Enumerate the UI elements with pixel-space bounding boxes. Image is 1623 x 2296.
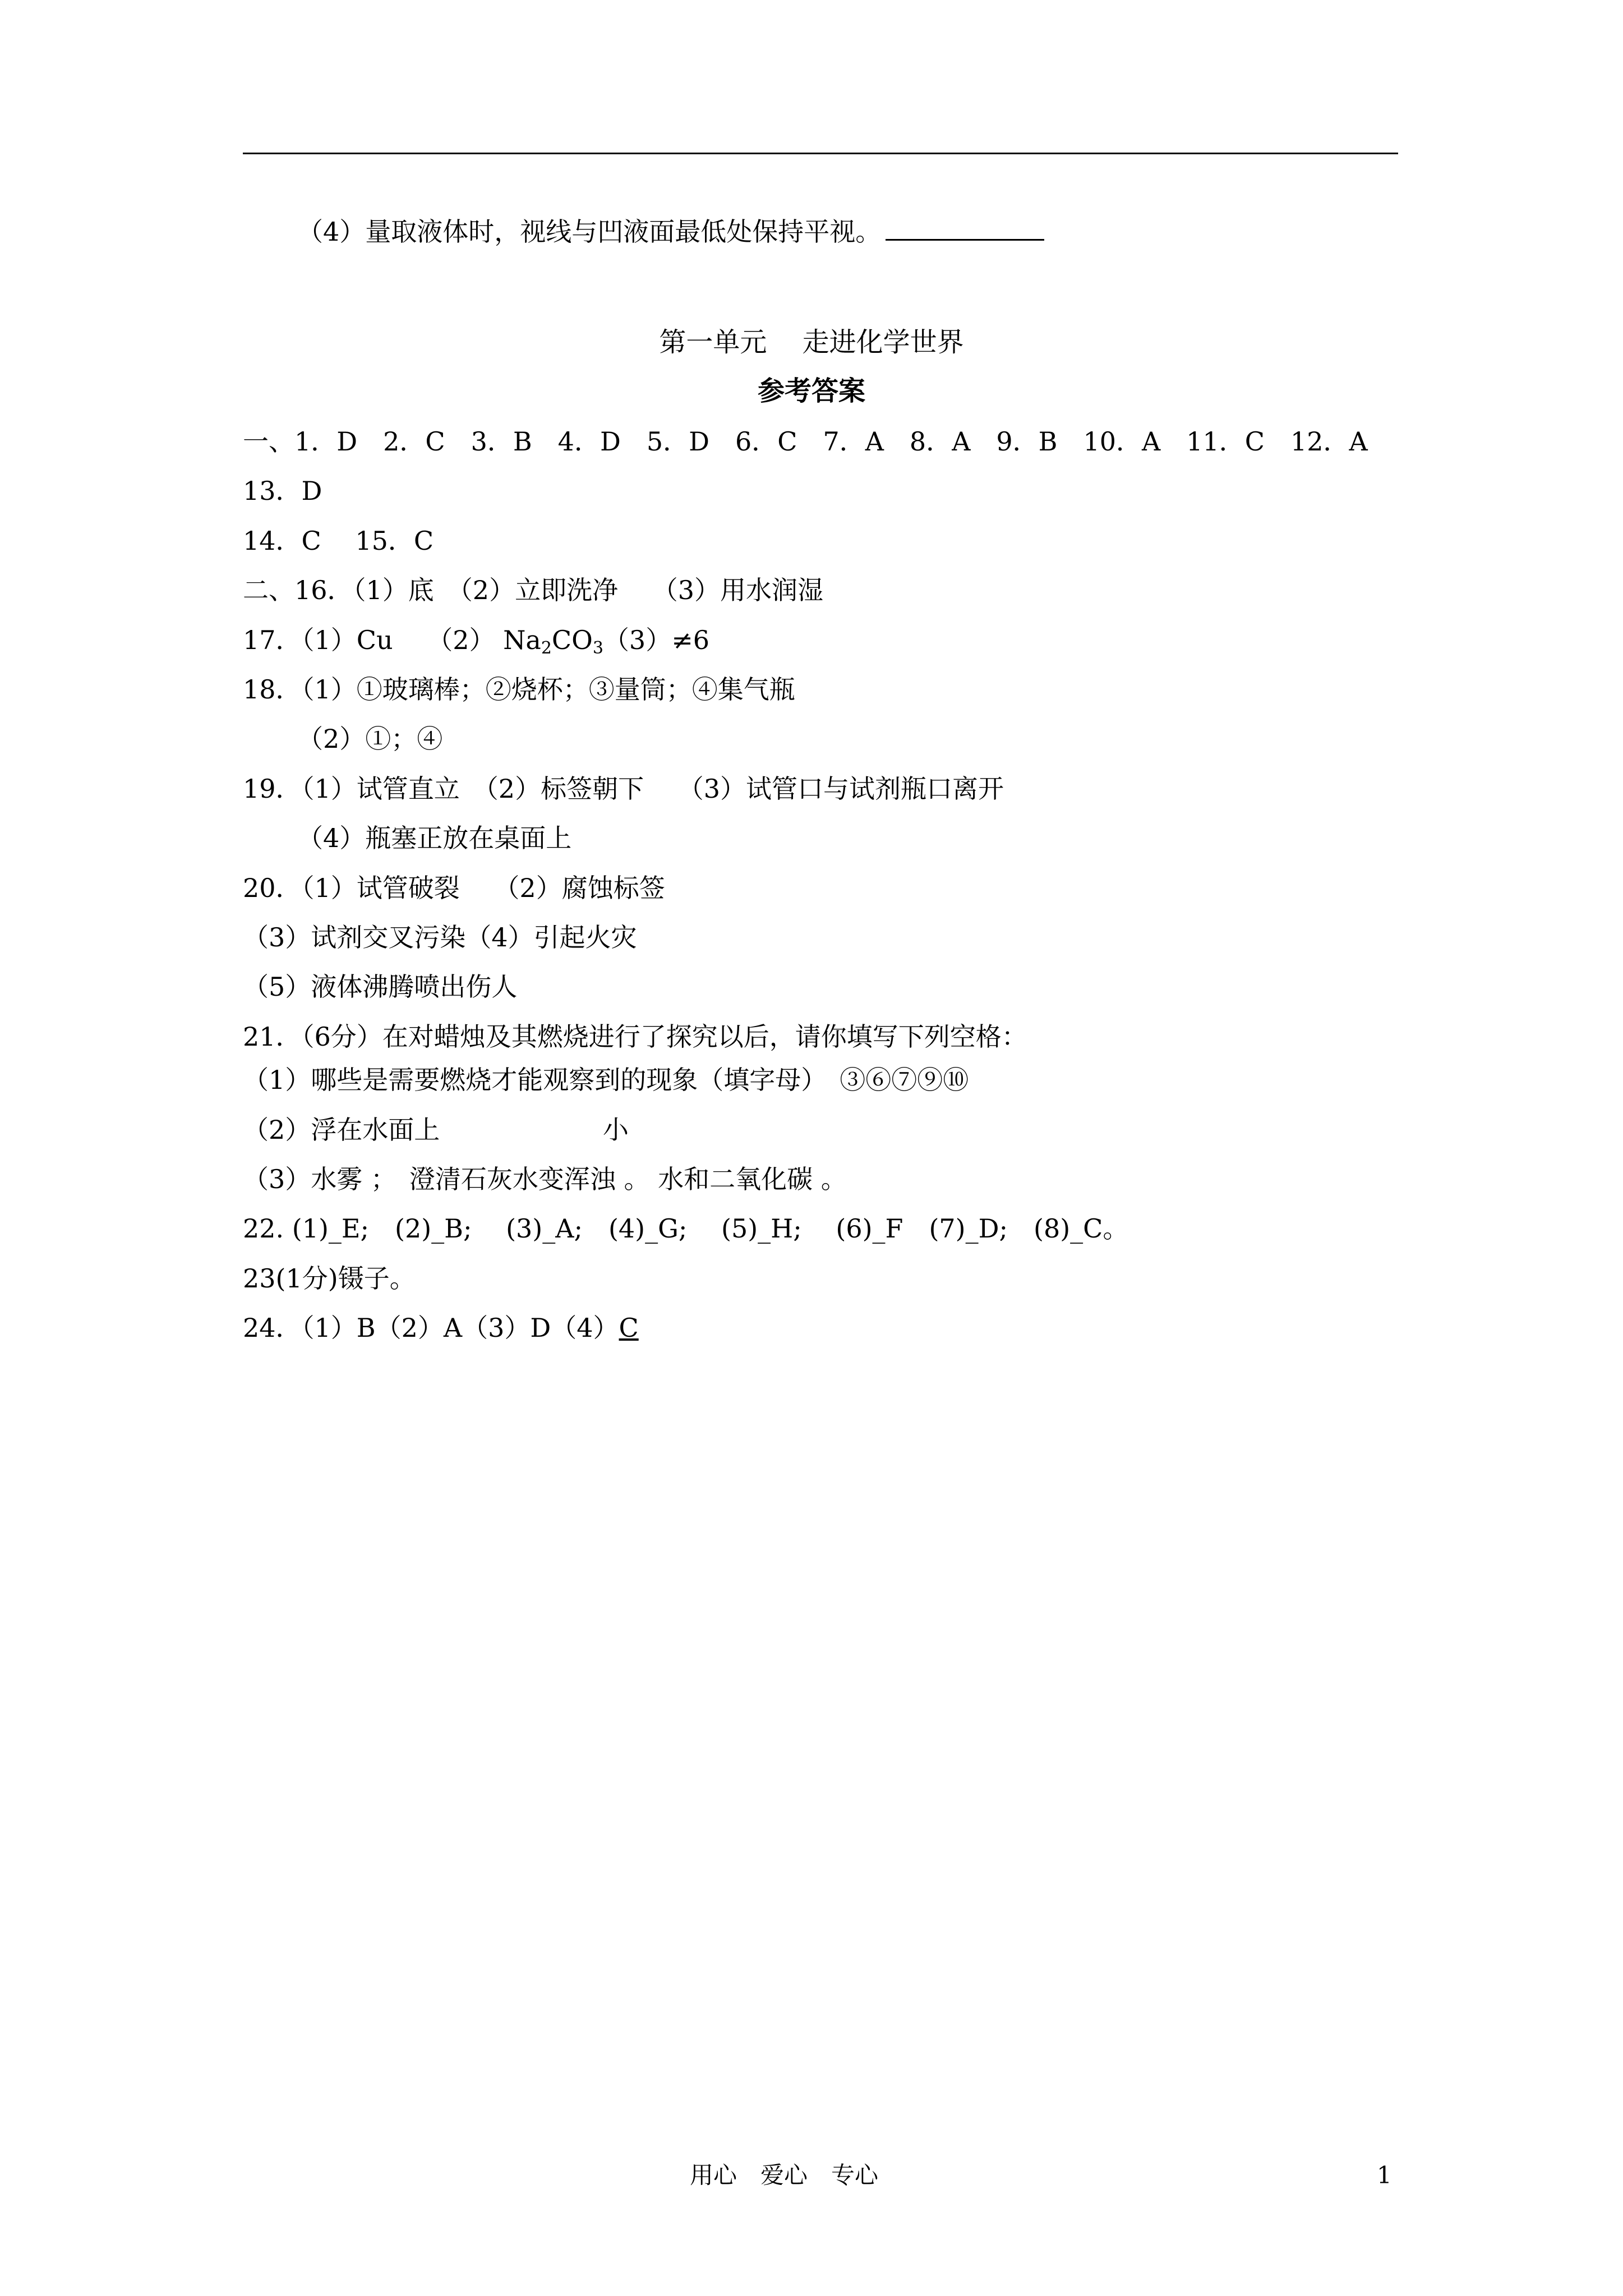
unit-title: 第一单元 走进化学世界: [659, 326, 964, 358]
answer-line-10: 20．（1）试管破裂 （2）腐蚀标签: [243, 873, 665, 903]
answer-line-2: 13．D: [243, 476, 322, 506]
answer-17-part-b: CO: [551, 625, 593, 655]
answer-key-heading: 参考答案: [757, 375, 865, 407]
answer-line-9: （4）瓶塞正放在桌面上: [297, 823, 572, 853]
answer-line-13: 21．（6分）在对蜡烛及其燃烧进行了探究以后，请你填写下列空格：: [243, 1022, 1027, 1052]
answer-line-6: 18．（1）①玻璃棒；②烧杯；③量筒；④集气瓶: [243, 674, 795, 705]
answer-line-19: [243, 1311, 639, 1345]
answer-line-1: 一、1．D 2．C 3．B 4．D 5．D 6．C 7．A 8．A 9．B 10．A 11．C 12．A: [243, 426, 1368, 457]
answer-line-15: （2）浮在水面上 小: [243, 1115, 629, 1145]
subscript-2: 2: [541, 638, 552, 658]
answer-line-11: （3）试剂交叉污染（4）引起火灾: [243, 922, 637, 953]
page-number: 1: [1377, 2161, 1392, 2189]
answer-blank: [886, 213, 1044, 241]
answer-line-12: （5）液体沸腾喷出伤人: [243, 972, 518, 1002]
answer-24-text: 24．（1）B（2）A（3）D（4）: [243, 1313, 619, 1343]
answer-line-5: [243, 623, 709, 665]
subscript-3: 3: [592, 638, 603, 658]
footer-slogan: 用心 爱心 专心: [690, 2161, 879, 2189]
answer-line-4: 二、16．（1）底 （2）立即洗净 （3）用水润湿: [243, 575, 823, 605]
answer-line-14: （1）哪些是需要燃烧才能观察到的现象（填字母） ③⑥⑦⑨⑩: [243, 1065, 969, 1095]
answer-line-17: 22. (1)_E; (2)_B; (3)_A; (4)_G; (5)_H; (6)_F (7)_D; (8)_C。: [243, 1213, 1129, 1244]
answer-line-8: 19．（1）试管直立 （2）标签朝下 （3）试管口与试剂瓶口离开: [243, 774, 1004, 804]
answer-24-last: C: [619, 1313, 639, 1343]
answer-line-18: 23(1分)镊子。: [243, 1263, 416, 1294]
answer-line-3: 14．C 15．C: [243, 526, 434, 556]
answer-line-16: （3）水雾 ； 澄清石灰水变浑浊 。 水和二氧化碳 。: [243, 1164, 847, 1194]
question-4-line: [297, 213, 1044, 249]
answer-line-7: （2）①；④: [297, 724, 443, 754]
answer-17-part-c: （3）≠6: [603, 625, 709, 655]
header-rule: [243, 153, 1398, 154]
answer-17-part-a: 17．（1）Cu （2） Na: [243, 625, 541, 655]
question-4-text: （4）量取液体时，视线与凹液面最低处保持平视。: [297, 217, 882, 247]
